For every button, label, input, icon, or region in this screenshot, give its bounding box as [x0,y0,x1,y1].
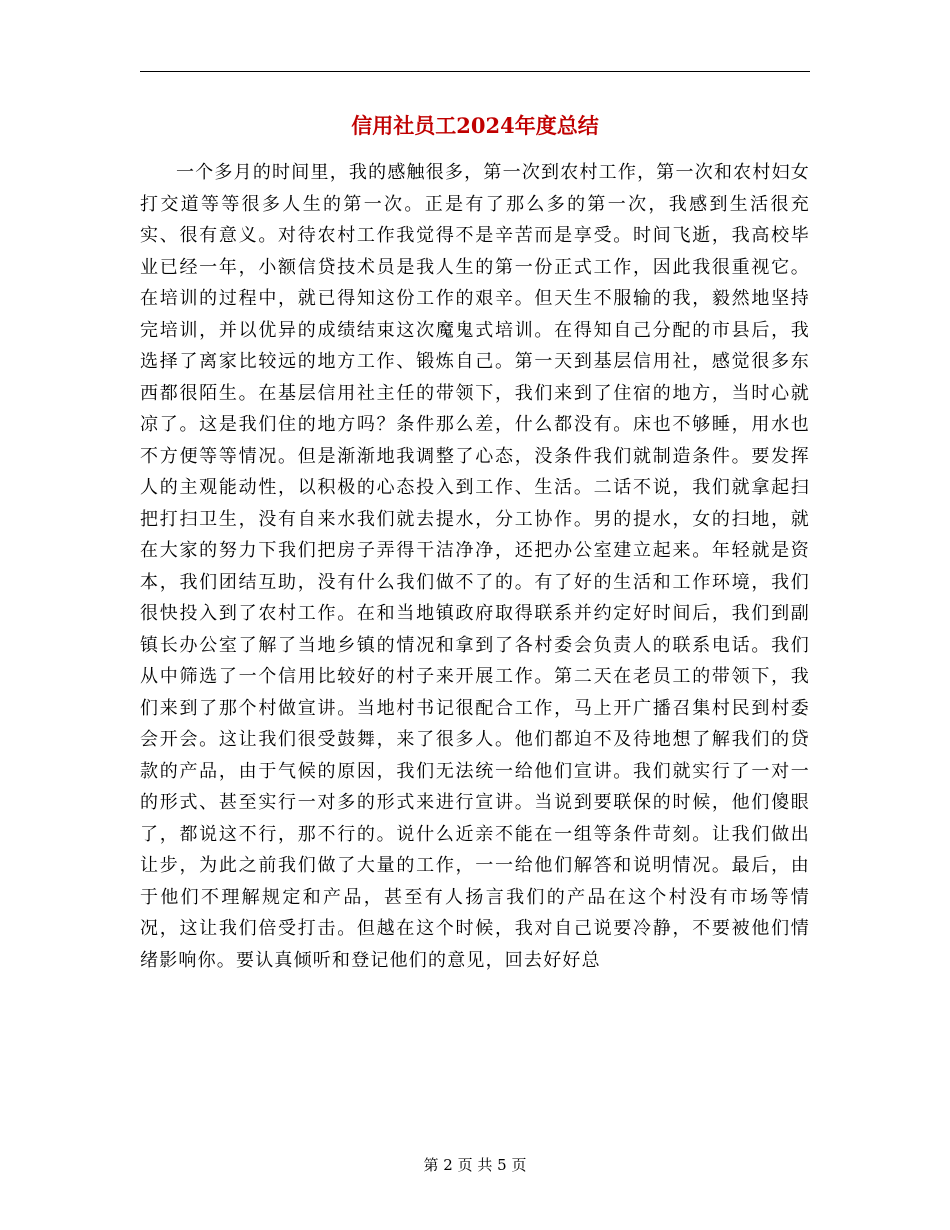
body-paragraph: 一个多月的时间里，我的感触很多，第一次到农村工作，第一次和农村妇女打交道等等很多人生的第一次。正是有了那么多的第一次，我感到生活很充实、很有意义。对待农村工作我觉得不是辛苦而是享受。时间飞逝，我高校毕业已经一年，小额信贷技术员是我人生的第一份正式工作，因此我很重视它。在培训的过程中，就已得知这份工作的艰辛。但天生不服输的我，毅然地坚持完培训，并以优异的成绩结束这次魔鬼式培训。在得知自己分配的市县后，我选择了离家比较远的地方工作、锻炼自己。第一天到基层信用社，感觉很多东西都很陌生。在基层信用社主任的带领下，我们来到了住宿的地方，当时心就凉了。这是我们住的地方吗？条件那么差，什么都没有。床也不够睡，用水也不方便等等情况。但是渐渐地我调整了心态，没条件我们就制造条件。要发挥人的主观能动性，以积极的心态投入到工作、生活。二话不说，我们就拿起扫把打扫卫生，没有自来水我们就去提水，分工协作。男的提水，女的扫地，就在大家的努力下我们把房子弄得干洁净净，还把办公室建立起来。年轻就是资本，我们团结互助，没有什么我们做不了的。有了好的生活和工作环境，我们很快投入到了农村工作。在和当地镇政府取得联系并约定好时间后，我们到副镇长办公室了解了当地乡镇的情况和拿到了各村委会负责人的联系电话。我们从中筛选了一个信用比较好的村子来开展工作。第二天在老员工的带领下，我们来到了那个村做宣讲。当地村书记很配合工作，马上开广播召集村民到村委会开会。这让我们很受鼓舞，来了很多人。他们都迫不及待地想了解我们的贷款的产品，由于气候的原因，我们无法统一给他们宣讲。我们就实行了一对一的形式、甚至实行一对多的形式来进行宣讲。当说到要联保的时候，他们傻眼了，都说这不行，那不行的。说什么近亲不能在一组等条件苛刻。让我们做出让步，为此之前我们做了大量的工作，一一给他们解答和说明情况。最后，由于他们不理解规定和产品，甚至有人扬言我们的产品在这个村没有市场等情况，这让我们倍受打击。但越在这个时候，我对自己说要冷静，不要被他们情绪影响你。要认真倾听和登记他们的意见，回去好好总 [140,162,810,971]
page-number-footer: 第 2 页 共 5 页 [423,1156,527,1174]
header-rule [140,71,810,72]
document-title: 信用社员工2024年度总结 [351,113,599,138]
